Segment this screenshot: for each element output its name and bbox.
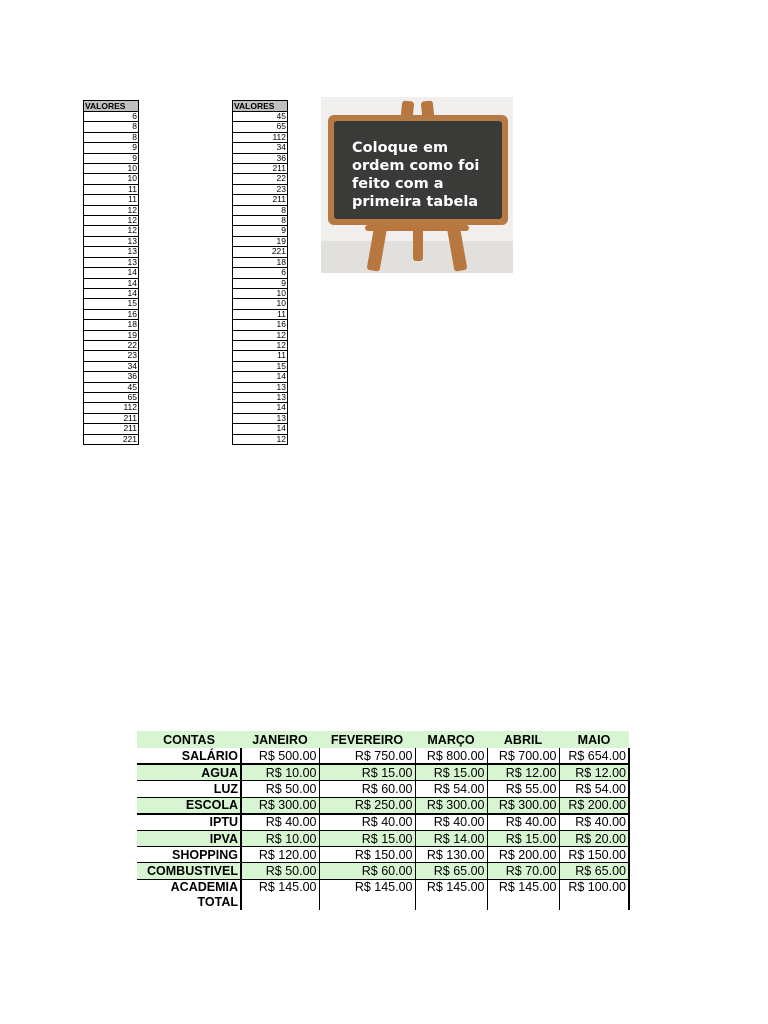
amount-cell[interactable]: R$ 70.00 bbox=[487, 863, 559, 879]
valores-cell[interactable]: 11 bbox=[84, 184, 139, 194]
valores-cell[interactable]: 36 bbox=[233, 153, 288, 163]
valores-header[interactable]: VALORES bbox=[233, 101, 288, 112]
contas-row-academia bbox=[137, 879, 629, 895]
valores-cell[interactable]: 9 bbox=[233, 226, 288, 236]
valores-cell[interactable]: 221 bbox=[84, 434, 139, 444]
valores-cell[interactable]: 112 bbox=[84, 403, 139, 413]
valores-row bbox=[233, 361, 288, 371]
amount-cell[interactable]: R$ 150.00 bbox=[319, 847, 415, 863]
valores-cell[interactable]: 13 bbox=[233, 392, 288, 402]
header-janeiro[interactable]: JANEIRO bbox=[241, 731, 319, 748]
contas-row-ipva bbox=[137, 830, 629, 846]
contas-row-luz bbox=[137, 781, 629, 797]
valores-row bbox=[233, 330, 288, 340]
valores-cell[interactable]: 13 bbox=[84, 257, 139, 267]
valores-row bbox=[84, 164, 139, 174]
amount-cell[interactable]: R$ 145.00 bbox=[415, 879, 487, 895]
valores-row bbox=[233, 205, 288, 215]
valores-row bbox=[233, 143, 288, 153]
valores-header[interactable]: VALORES bbox=[84, 101, 139, 112]
valores-row bbox=[84, 184, 139, 194]
valores-cell[interactable]: 13 bbox=[233, 382, 288, 392]
valores-cell[interactable]: 19 bbox=[233, 236, 288, 246]
valores-row bbox=[233, 372, 288, 382]
valores-row bbox=[84, 351, 139, 361]
header-fevereiro[interactable]: FEVEREIRO bbox=[319, 731, 415, 748]
valores-cell[interactable]: 211 bbox=[84, 413, 139, 423]
valores-row bbox=[84, 257, 139, 267]
valores-row bbox=[233, 195, 288, 205]
amount-cell[interactable]: R$ 10.00 bbox=[241, 830, 319, 846]
valores-cell[interactable]: 9 bbox=[233, 278, 288, 288]
valores-row bbox=[84, 403, 139, 413]
valores-row bbox=[233, 424, 288, 434]
valores-cell[interactable]: 211 bbox=[233, 164, 288, 174]
amount-cell[interactable]: R$ 65.00 bbox=[415, 863, 487, 879]
valores-cell[interactable]: 11 bbox=[233, 351, 288, 361]
valores-cell[interactable]: 9 bbox=[84, 143, 139, 153]
amount-cell[interactable]: R$ 65.00 bbox=[559, 863, 629, 879]
valores-cell[interactable]: 211 bbox=[84, 424, 139, 434]
valores-row bbox=[84, 372, 139, 382]
valores-row bbox=[84, 112, 139, 122]
valores-row bbox=[84, 413, 139, 423]
valores-row bbox=[84, 434, 139, 444]
amount-cell[interactable]: R$ 50.00 bbox=[241, 863, 319, 879]
valores-cell[interactable]: 45 bbox=[233, 112, 288, 122]
valores-cell[interactable]: 14 bbox=[233, 372, 288, 382]
valores-cell[interactable]: 14 bbox=[84, 268, 139, 278]
valores-row bbox=[84, 424, 139, 434]
amount-cell[interactable] bbox=[241, 895, 319, 910]
valores-row bbox=[84, 288, 139, 298]
amount-cell[interactable]: R$ 50.00 bbox=[241, 781, 319, 797]
contas-row-iptu bbox=[137, 814, 629, 831]
amount-cell[interactable]: R$ 14.00 bbox=[415, 830, 487, 846]
valores-cell[interactable]: 10 bbox=[84, 164, 139, 174]
valores-cell[interactable]: 211 bbox=[233, 195, 288, 205]
amount-cell[interactable]: R$ 40.00 bbox=[241, 814, 319, 831]
contas-row-total bbox=[137, 895, 629, 910]
valores-row bbox=[233, 340, 288, 350]
valores-cell[interactable]: 12 bbox=[233, 434, 288, 444]
row-label[interactable]: LUZ bbox=[137, 781, 241, 797]
valores-cell[interactable]: 45 bbox=[84, 382, 139, 392]
valores-cell[interactable]: 23 bbox=[233, 184, 288, 194]
amount-cell[interactable]: R$ 300.00 bbox=[487, 797, 559, 814]
valores-row bbox=[233, 299, 288, 309]
valores-cell[interactable]: 10 bbox=[233, 299, 288, 309]
contas-row-shopping bbox=[137, 847, 629, 863]
valores-cell[interactable]: 8 bbox=[233, 216, 288, 226]
amount-cell[interactable] bbox=[487, 895, 559, 910]
contas-row-escola bbox=[137, 797, 629, 814]
valores-row bbox=[84, 143, 139, 153]
valores-cell[interactable]: 16 bbox=[84, 309, 139, 319]
amount-cell[interactable]: R$ 750.00 bbox=[319, 748, 415, 764]
valores-row bbox=[233, 132, 288, 142]
valores-cell[interactable]: 36 bbox=[84, 372, 139, 382]
amount-cell[interactable]: R$ 145.00 bbox=[319, 879, 415, 895]
valores-row bbox=[84, 382, 139, 392]
valores-cell[interactable]: 6 bbox=[233, 268, 288, 278]
valores-row bbox=[84, 226, 139, 236]
valores-cell[interactable]: 15 bbox=[233, 361, 288, 371]
valores-row bbox=[233, 226, 288, 236]
valores-cell[interactable]: 12 bbox=[84, 216, 139, 226]
chalkboard-text: Coloque em ordem como foi feito com a primeira tabela bbox=[352, 140, 480, 210]
valores-cell[interactable]: 221 bbox=[233, 247, 288, 257]
amount-cell[interactable]: R$ 150.00 bbox=[559, 847, 629, 863]
valores-table-unsorted bbox=[232, 100, 288, 445]
valores-cell[interactable]: 12 bbox=[233, 340, 288, 350]
contas-row-agua bbox=[137, 764, 629, 781]
amount-cell[interactable]: R$ 250.00 bbox=[319, 797, 415, 814]
amount-cell[interactable]: R$ 40.00 bbox=[319, 814, 415, 831]
valores-row bbox=[233, 112, 288, 122]
header-abril[interactable]: ABRIL bbox=[487, 731, 559, 748]
valores-row bbox=[84, 247, 139, 257]
valores-cell[interactable]: 8 bbox=[233, 205, 288, 215]
amount-cell[interactable]: R$ 300.00 bbox=[241, 797, 319, 814]
amount-cell[interactable]: R$ 15.00 bbox=[415, 764, 487, 781]
amount-cell[interactable]: R$ 700.00 bbox=[487, 748, 559, 764]
valores-row bbox=[233, 153, 288, 163]
valores-cell[interactable]: 8 bbox=[84, 132, 139, 142]
amount-cell[interactable]: R$ 40.00 bbox=[415, 814, 487, 831]
valores-cell[interactable]: 65 bbox=[84, 392, 139, 402]
valores-cell[interactable]: 14 bbox=[233, 424, 288, 434]
valores-cell[interactable]: 13 bbox=[84, 247, 139, 257]
valores-row bbox=[84, 330, 139, 340]
valores-row bbox=[84, 299, 139, 309]
contas-row-combustivel bbox=[137, 863, 629, 879]
valores-cell[interactable]: 6 bbox=[84, 112, 139, 122]
amount-cell[interactable]: R$ 60.00 bbox=[319, 863, 415, 879]
amount-cell[interactable]: R$ 40.00 bbox=[559, 814, 629, 831]
valores-row bbox=[84, 340, 139, 350]
valores-row bbox=[233, 247, 288, 257]
contas-row-salário bbox=[137, 748, 629, 764]
valores-cell[interactable]: 23 bbox=[84, 351, 139, 361]
valores-cell[interactable]: 11 bbox=[233, 309, 288, 319]
valores-row bbox=[233, 392, 288, 402]
amount-cell[interactable]: R$ 54.00 bbox=[415, 781, 487, 797]
valores-row bbox=[84, 195, 139, 205]
amount-cell[interactable]: R$ 15.00 bbox=[487, 830, 559, 846]
row-label[interactable]: SALÁRIO bbox=[137, 748, 241, 764]
valores-row bbox=[233, 351, 288, 361]
valores-cell[interactable]: 34 bbox=[84, 361, 139, 371]
valores-cell[interactable]: 9 bbox=[84, 153, 139, 163]
chalkboard bbox=[328, 115, 508, 225]
valores-cell[interactable]: 18 bbox=[233, 257, 288, 267]
valores-cell[interactable]: 14 bbox=[233, 403, 288, 413]
valores-cell[interactable]: 14 bbox=[84, 288, 139, 298]
valores-cell[interactable]: 34 bbox=[233, 143, 288, 153]
amount-cell[interactable]: R$ 200.00 bbox=[487, 847, 559, 863]
valores-row bbox=[233, 382, 288, 392]
valores-table-sorted bbox=[83, 100, 139, 445]
valores-row bbox=[84, 122, 139, 132]
valores-row bbox=[84, 361, 139, 371]
amount-cell[interactable]: R$ 12.00 bbox=[487, 764, 559, 781]
valores-cell[interactable]: 15 bbox=[84, 299, 139, 309]
amount-cell[interactable]: R$ 12.00 bbox=[559, 764, 629, 781]
amount-cell[interactable]: R$ 15.00 bbox=[319, 764, 415, 781]
valores-cell[interactable]: 18 bbox=[84, 320, 139, 330]
valores-row bbox=[233, 184, 288, 194]
valores-row bbox=[84, 278, 139, 288]
row-label[interactable]: COMBUSTIVEL bbox=[137, 863, 241, 879]
valores-row bbox=[84, 392, 139, 402]
valores-row bbox=[233, 174, 288, 184]
valores-row bbox=[233, 309, 288, 319]
row-label[interactable]: IPTU bbox=[137, 814, 241, 831]
valores-row bbox=[233, 122, 288, 132]
valores-cell[interactable]: 12 bbox=[84, 226, 139, 236]
valores-row bbox=[84, 205, 139, 215]
valores-row bbox=[84, 320, 139, 330]
valores-cell[interactable]: 65 bbox=[233, 122, 288, 132]
header-marco[interactable]: MARÇO bbox=[415, 731, 487, 748]
valores-cell[interactable]: 112 bbox=[233, 132, 288, 142]
chalkboard-image[interactable] bbox=[321, 97, 513, 273]
valores-row bbox=[233, 288, 288, 298]
amount-cell[interactable]: R$ 15.00 bbox=[319, 830, 415, 846]
amount-cell[interactable]: R$ 200.00 bbox=[559, 797, 629, 814]
amount-cell[interactable]: R$ 800.00 bbox=[415, 748, 487, 764]
valores-row bbox=[84, 268, 139, 278]
amount-cell[interactable]: R$ 300.00 bbox=[415, 797, 487, 814]
amount-cell[interactable]: R$ 60.00 bbox=[319, 781, 415, 797]
valores-row bbox=[233, 257, 288, 267]
valores-row bbox=[233, 413, 288, 423]
amount-cell[interactable]: R$ 130.00 bbox=[415, 847, 487, 863]
amount-cell[interactable]: R$ 55.00 bbox=[487, 781, 559, 797]
amount-cell[interactable]: R$ 500.00 bbox=[241, 748, 319, 764]
amount-cell[interactable]: R$ 120.00 bbox=[241, 847, 319, 863]
valores-cell[interactable]: 12 bbox=[233, 330, 288, 340]
contas-table bbox=[137, 731, 630, 910]
valores-cell[interactable]: 10 bbox=[84, 174, 139, 184]
valores-row bbox=[233, 434, 288, 444]
valores-row bbox=[84, 153, 139, 163]
valores-row bbox=[233, 403, 288, 413]
amount-cell[interactable]: R$ 145.00 bbox=[487, 879, 559, 895]
amount-cell[interactable] bbox=[319, 895, 415, 910]
contas-header-row bbox=[137, 731, 629, 748]
amount-cell[interactable]: R$ 100.00 bbox=[559, 879, 629, 895]
valores-row bbox=[233, 268, 288, 278]
amount-cell[interactable] bbox=[415, 895, 487, 910]
valores-cell[interactable]: 13 bbox=[84, 236, 139, 246]
header-contas[interactable]: CONTAS bbox=[137, 731, 241, 748]
amount-cell[interactable] bbox=[559, 895, 629, 910]
chalkboard-surface bbox=[334, 121, 502, 219]
row-label[interactable]: AGUA bbox=[137, 764, 241, 781]
valores-cell[interactable]: 11 bbox=[84, 195, 139, 205]
amount-cell[interactable]: R$ 40.00 bbox=[487, 814, 559, 831]
valores-row bbox=[233, 320, 288, 330]
amount-cell[interactable]: R$ 654.00 bbox=[559, 748, 629, 764]
row-label[interactable]: ACADEMIA bbox=[137, 879, 241, 895]
valores-row bbox=[233, 164, 288, 174]
valores-row bbox=[84, 309, 139, 319]
row-label[interactable]: ESCOLA bbox=[137, 797, 241, 814]
valores-row bbox=[233, 216, 288, 226]
valores-row bbox=[84, 236, 139, 246]
valores-row bbox=[84, 132, 139, 142]
amount-cell[interactable]: R$ 145.00 bbox=[241, 879, 319, 895]
valores-row bbox=[84, 174, 139, 184]
valores-cell[interactable]: 10 bbox=[233, 288, 288, 298]
valores-cell[interactable]: 12 bbox=[84, 205, 139, 215]
valores-cell[interactable]: 22 bbox=[233, 174, 288, 184]
valores-cell[interactable]: 8 bbox=[84, 122, 139, 132]
valores-row bbox=[84, 216, 139, 226]
row-label[interactable]: SHOPPING bbox=[137, 847, 241, 863]
valores-row bbox=[233, 278, 288, 288]
valores-row bbox=[233, 236, 288, 246]
row-label[interactable]: IPVA bbox=[137, 830, 241, 846]
valores-cell[interactable]: 22 bbox=[84, 340, 139, 350]
amount-cell[interactable]: R$ 54.00 bbox=[559, 781, 629, 797]
valores-cell[interactable]: 13 bbox=[233, 413, 288, 423]
header-maio[interactable]: MAIO bbox=[559, 731, 629, 748]
easel-crossbar bbox=[365, 225, 469, 231]
amount-cell[interactable]: R$ 20.00 bbox=[559, 830, 629, 846]
valores-cell[interactable]: 14 bbox=[84, 278, 139, 288]
row-label[interactable]: TOTAL bbox=[137, 895, 241, 910]
valores-cell[interactable]: 16 bbox=[233, 320, 288, 330]
amount-cell[interactable]: R$ 10.00 bbox=[241, 764, 319, 781]
valores-cell[interactable]: 19 bbox=[84, 330, 139, 340]
